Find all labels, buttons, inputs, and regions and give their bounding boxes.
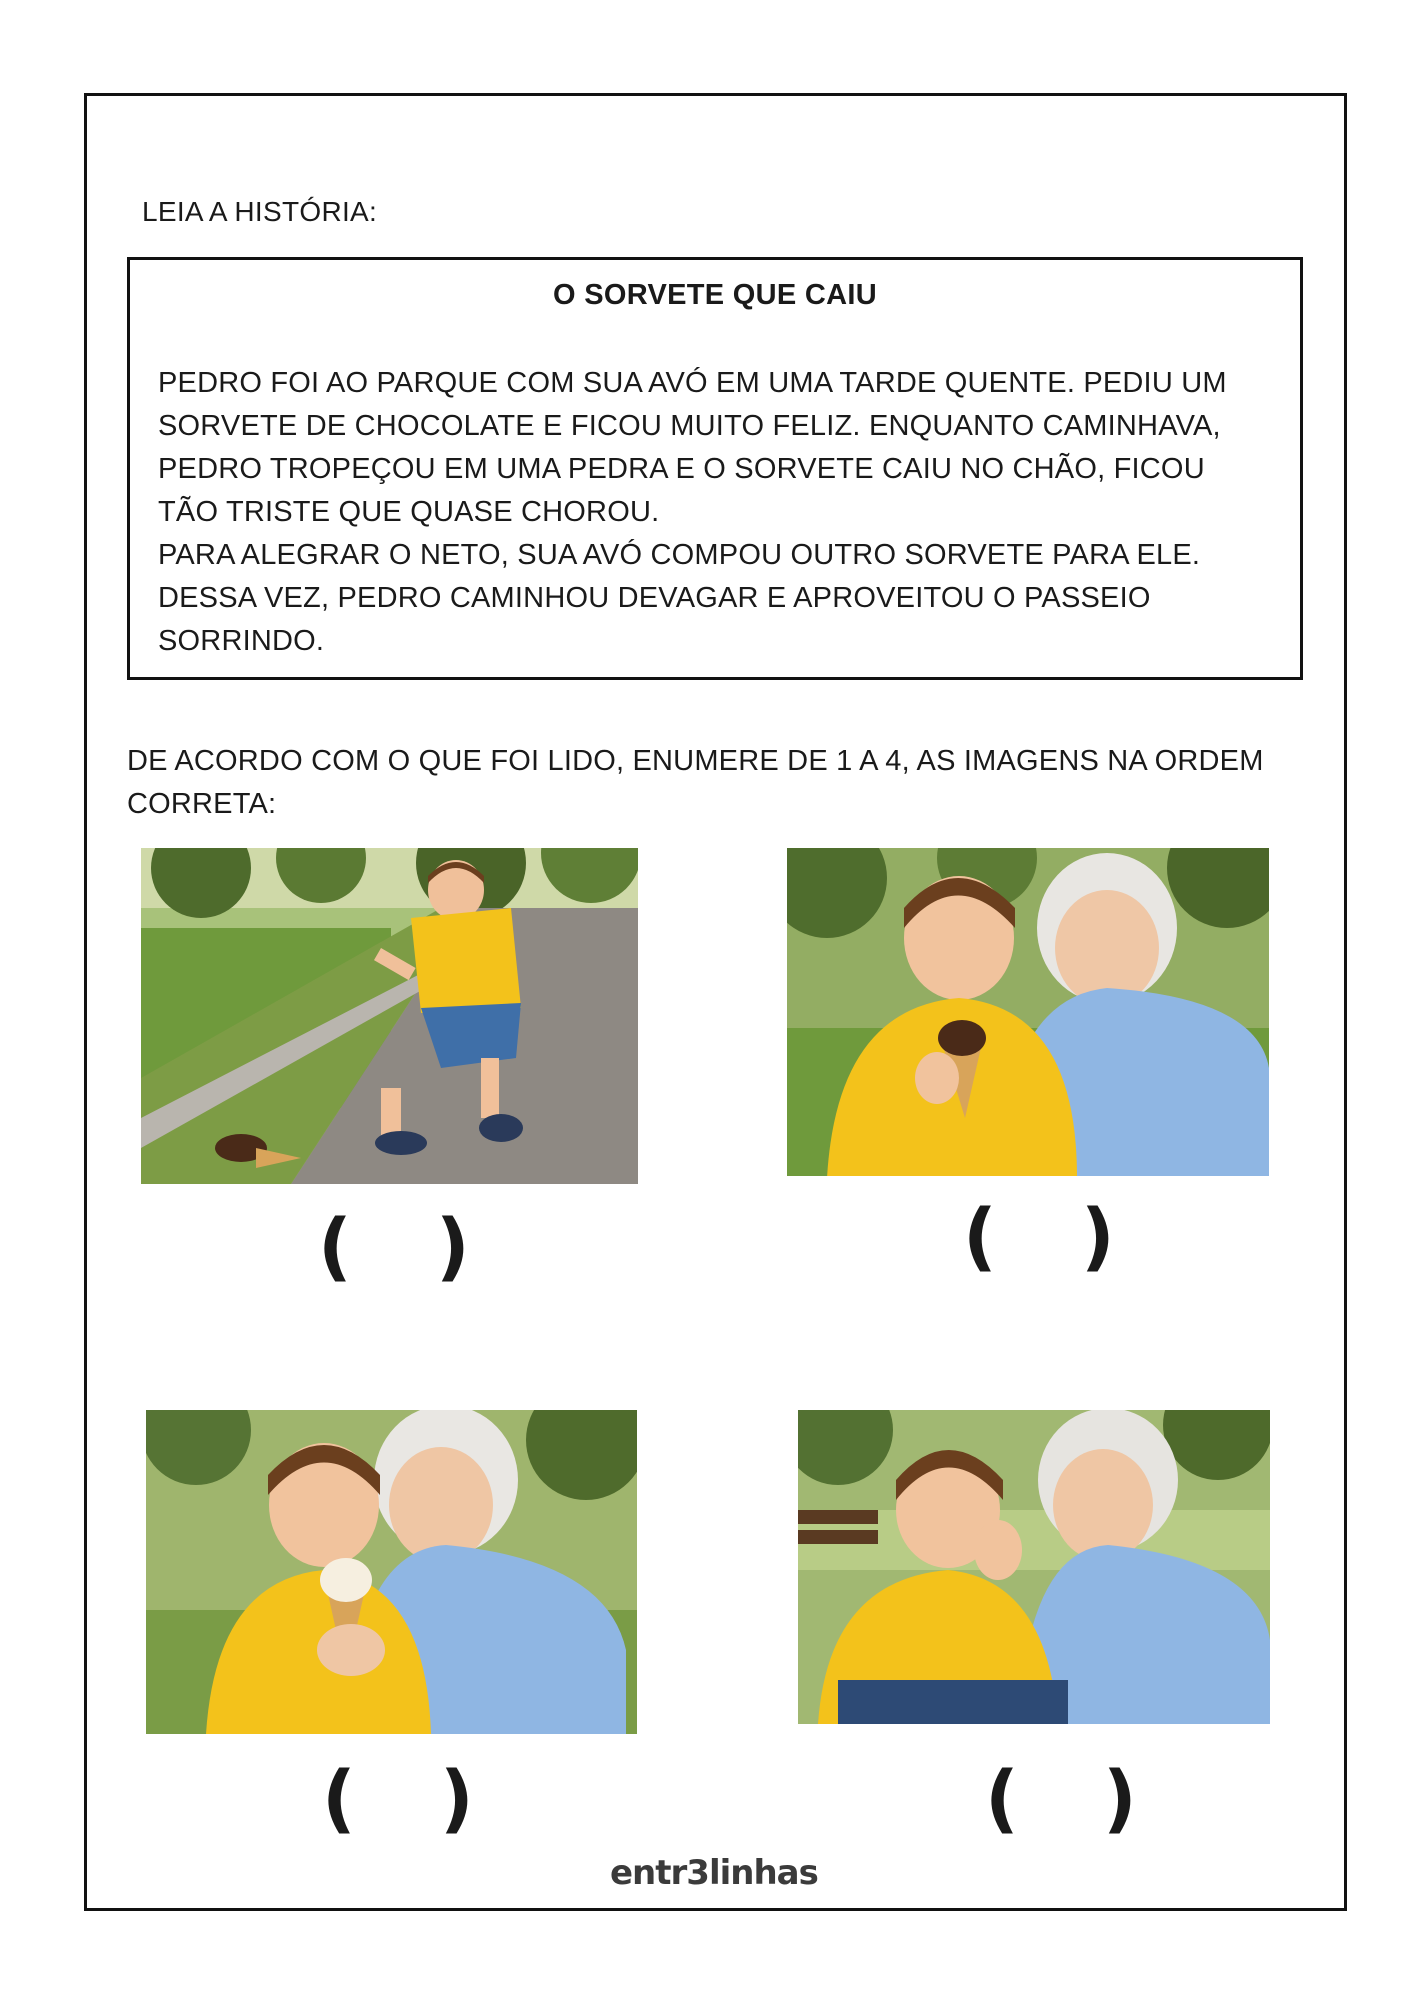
story-text (158, 362, 1272, 663)
answer-slot-4[interactable] (985, 1756, 1137, 1842)
story-paragraph-1: PEDRO FOI AO PARQUE COM SUA AVÓ EM UMA TARDE QUENTE. PEDIU UM SORVETE DE CHOCOLATE E FICOU MUITO FELIZ. ENQUANTO CAMINHAVA, PEDRO TROPEÇOU EM UMA PEDRA E O SORVETE CAIU NO CHÃO, FICOU TÃO TRISTE QUE QUASE CHOROU. (158, 367, 1227, 528)
photo-sad-boy-with-grandma (798, 1410, 1270, 1724)
story-title: O SORVETE QUE CAIU (553, 279, 877, 311)
photo-boy-drops-ice-cream (141, 848, 638, 1184)
open-paren: ( (322, 1756, 356, 1842)
close-paren: ) (439, 1756, 474, 1842)
answer-slot-3[interactable] (322, 1756, 474, 1842)
answer-slot-1[interactable] (318, 1204, 470, 1290)
story-box (127, 257, 1303, 680)
photo-boy-vanilla-ice-cream-with-grandma (146, 1410, 637, 1734)
open-paren: ( (963, 1194, 997, 1280)
open-paren: ( (318, 1204, 352, 1290)
close-paren: ) (435, 1204, 470, 1290)
brand-logo: entr3linhas (610, 1853, 818, 1893)
read-instruction: LEIA A HISTÓRIA: (142, 196, 378, 227)
story-paragraph-2: PARA ALEGRAR O NETO, SUA AVÓ COMPOU OUTRO SORVETE PARA ELE. DESSA VEZ, PEDRO CAMINHOU DEVAGAR E APROVEITOU O PASSEIO SORRINDO. (158, 539, 1201, 657)
close-paren: ) (1102, 1756, 1137, 1842)
photo-boy-chocolate-ice-cream-with-grandma (787, 848, 1269, 1176)
answer-slot-2[interactable] (963, 1194, 1115, 1280)
open-paren: ( (985, 1756, 1019, 1842)
ordering-question: DE ACORDO COM O QUE FOI LIDO, ENUMERE DE 1 A 4, AS IMAGENS NA ORDEM CORRETA: (127, 745, 1264, 820)
close-paren: ) (1080, 1194, 1115, 1280)
